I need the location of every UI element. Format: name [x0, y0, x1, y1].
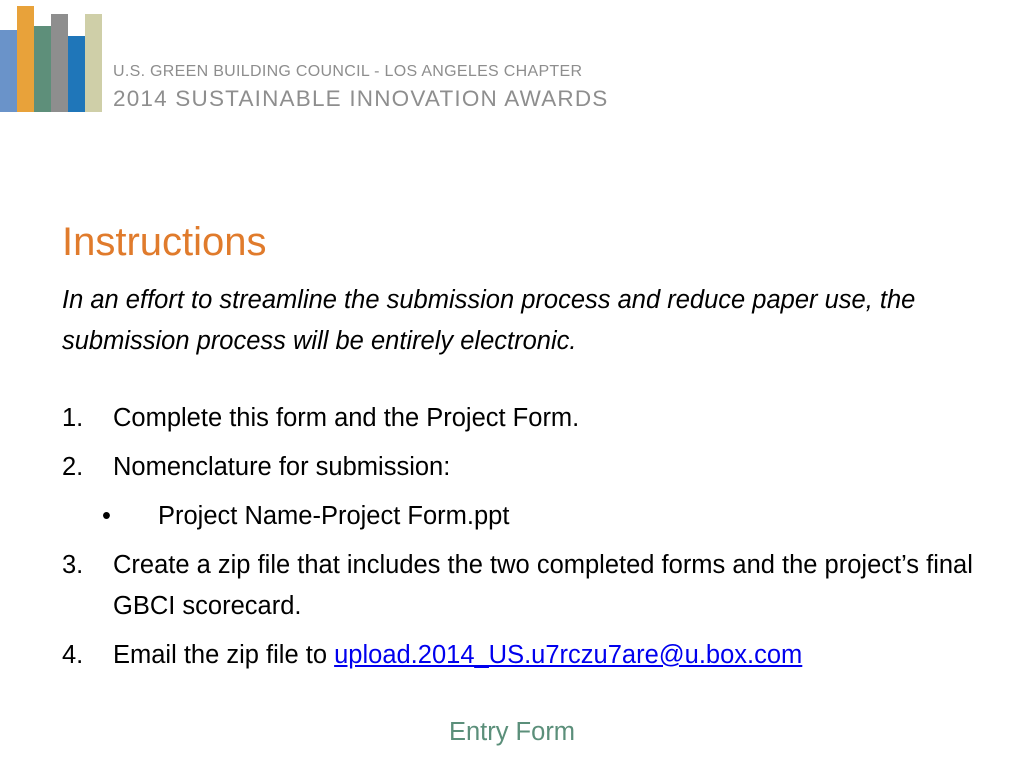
bullet-icon: •: [102, 502, 111, 530]
instruction-list: [62, 398, 982, 684]
sub-list-item: [62, 496, 982, 537]
page-title: Instructions: [62, 220, 267, 264]
step-text: Create a zip file that includes the two completed forms and the project’s final GBCI scorecard.: [113, 551, 973, 620]
header: [113, 62, 609, 113]
logo-bar: [17, 6, 34, 112]
step-text-prefix: Email the zip file to: [113, 641, 335, 669]
logo-bar: [85, 14, 102, 112]
step-text: [113, 635, 982, 676]
footer-label: Entry Form: [448, 718, 576, 746]
email-link[interactable]: upload.2014_US.u7rczu7are@u.box.com: [334, 641, 803, 669]
org-name: U.S. GREEN BUILDING COUNCIL - LOS ANGELES CHAPTER: [113, 63, 583, 80]
step-number: 2.: [62, 453, 84, 481]
intro-text: In an effort to streamline the submission process and reduce paper use, the submission process will be entirely electronic.: [62, 286, 916, 355]
awards-title: 2014 SUSTAINABLE INNOVATION AWARDS: [113, 86, 609, 111]
logo-bar: [51, 14, 68, 112]
step-number: 1.: [62, 404, 84, 432]
logo-graphic: [0, 0, 104, 112]
step-text: Complete this form and the Project Form.: [113, 404, 580, 432]
step-text: Nomenclature for submission:: [113, 453, 451, 481]
step-number: 3.: [62, 551, 84, 579]
step-number: 4.: [62, 641, 84, 669]
list-item: [62, 545, 982, 627]
list-item: [62, 398, 982, 439]
sub-item-text: Project Name-Project Form.ppt: [158, 502, 510, 530]
logo-bar: [0, 30, 17, 112]
list-item: [62, 635, 982, 676]
logo-bar: [34, 26, 51, 112]
logo-bar: [68, 36, 85, 112]
list-item: [62, 447, 982, 488]
